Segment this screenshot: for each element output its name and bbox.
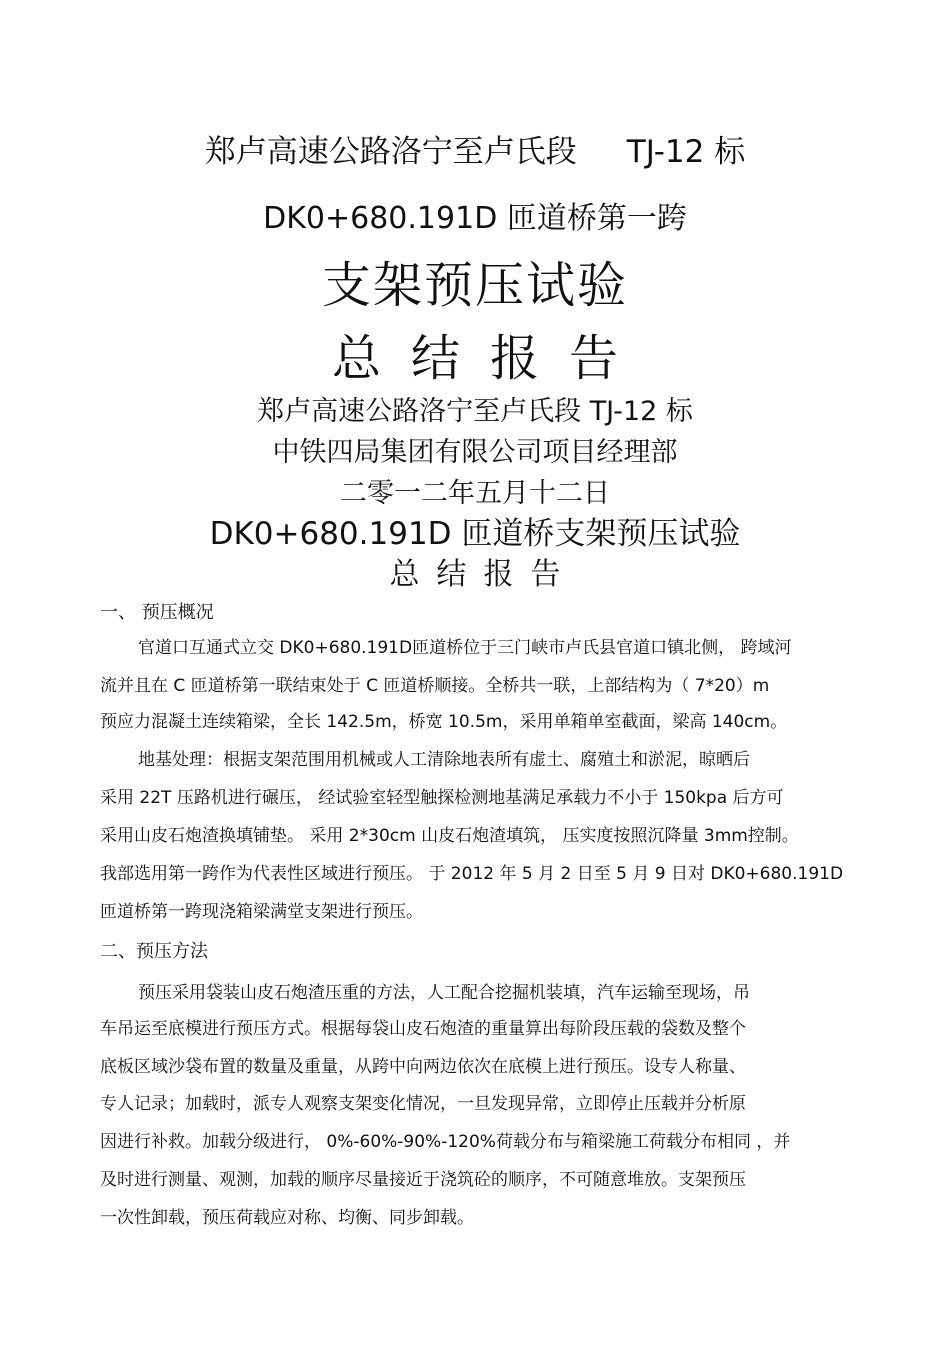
report-subtitle: 总结报告 (389, 557, 578, 592)
paragraph-line: 一次性卸载，预压荷载应对称、均衡、同步卸载。 (100, 1208, 474, 1228)
paragraph-line: 底板区域沙袋布置的数量及重量，从跨中向两边依次在底模上进行预压。设专人称量、 (100, 1057, 746, 1077)
cover-report-title: 总结报告 (331, 330, 648, 387)
paragraph-line: 专人记录；加载时，派专人观察支架变化情况，一旦发现异常，立即停止压载并分析原 (100, 1094, 746, 1114)
paragraph-line: 匝道桥第一跨现浇箱梁满堂支架进行预压。 (100, 902, 423, 922)
paragraph-line: 车吊运至底模进行预压方式。根据每袋山皮石炮渣的重量算出每阶段压载的袋数及整个 (100, 1019, 746, 1039)
paragraph-line: 及时进行测量、观测，加载的顺序尽量接近于浇筑砼的顺序，不可随意堆放。支架预压 (100, 1170, 746, 1190)
cover-bridge-name: DK0+680.191D 匝道桥第一跨 (263, 201, 687, 236)
cover-project-name: 郑卢高速公路洛宁至卢氏段 (204, 134, 577, 170)
cover-test-title: 支架预压试验 (321, 257, 628, 314)
paragraph-line: 预压采用袋装山皮石炮渣压重的方法，人工配合挖掘机装填，汽车运输至现场，吊 (138, 983, 750, 1003)
cover-date: 二零一二年五月十二日 (340, 478, 610, 509)
paragraph-line: 采用 22T 压路机进行碾压， 经试验室轻型触探检测地基满足承载力不小于 150kpa 后方可 (100, 788, 784, 808)
paragraph-line: 官道口互通式立交 DK0+680.191D匝道桥位于三门峡市卢氏县官道口镇北侧， 跨域河 (138, 638, 792, 658)
paragraph-line: 我部选用第一跨作为代表性区域进行预压。 于 2012 年 5 月 2 日至 5 月 9 日对 DK0+680.191D (100, 864, 844, 884)
cover-company: 中铁四局集团有限公司项目经理部 (272, 437, 678, 468)
paragraph-line: 采用山皮石炮渣换填铺垫。 采用 2*30cm 山皮石炮渣填筑， 压实度按照沉降量 3mm控制。 (100, 826, 799, 846)
section-heading-overview: 一、 预压概况 (100, 602, 214, 623)
paragraph-line: 因进行补救。加载分级进行， 0%-60%-90%-120%荷载分布与箱梁施工荷载分布相同 ，并 (100, 1132, 791, 1152)
paragraph-line: 地基处理：根据支架范围用机械或人工清除地表所有虚土、腐殖土和淤泥，晾晒后 (138, 750, 750, 770)
paragraph-line: 流并且在 C 匝道桥第一联结束处于 C 匝道桥顺接。全桥共一联，上部结构为（ 7*20）m (100, 676, 770, 696)
section-heading-method: 二、预压方法 (100, 941, 208, 962)
cover-project-title (0, 126, 950, 171)
cover-section-number: TJ-12 标 (626, 134, 746, 170)
cover-project-line: 郑卢高速公路洛宁至卢氏段 TJ-12 标 (257, 396, 693, 427)
paragraph-line: 预应力混凝土连续箱梁，全长 142.5m，桥宽 10.5m，采用单箱单室截面，梁高 140cm。 (100, 712, 788, 732)
report-title: DK0+680.191D 匝道桥支架预压试验 (209, 516, 741, 552)
